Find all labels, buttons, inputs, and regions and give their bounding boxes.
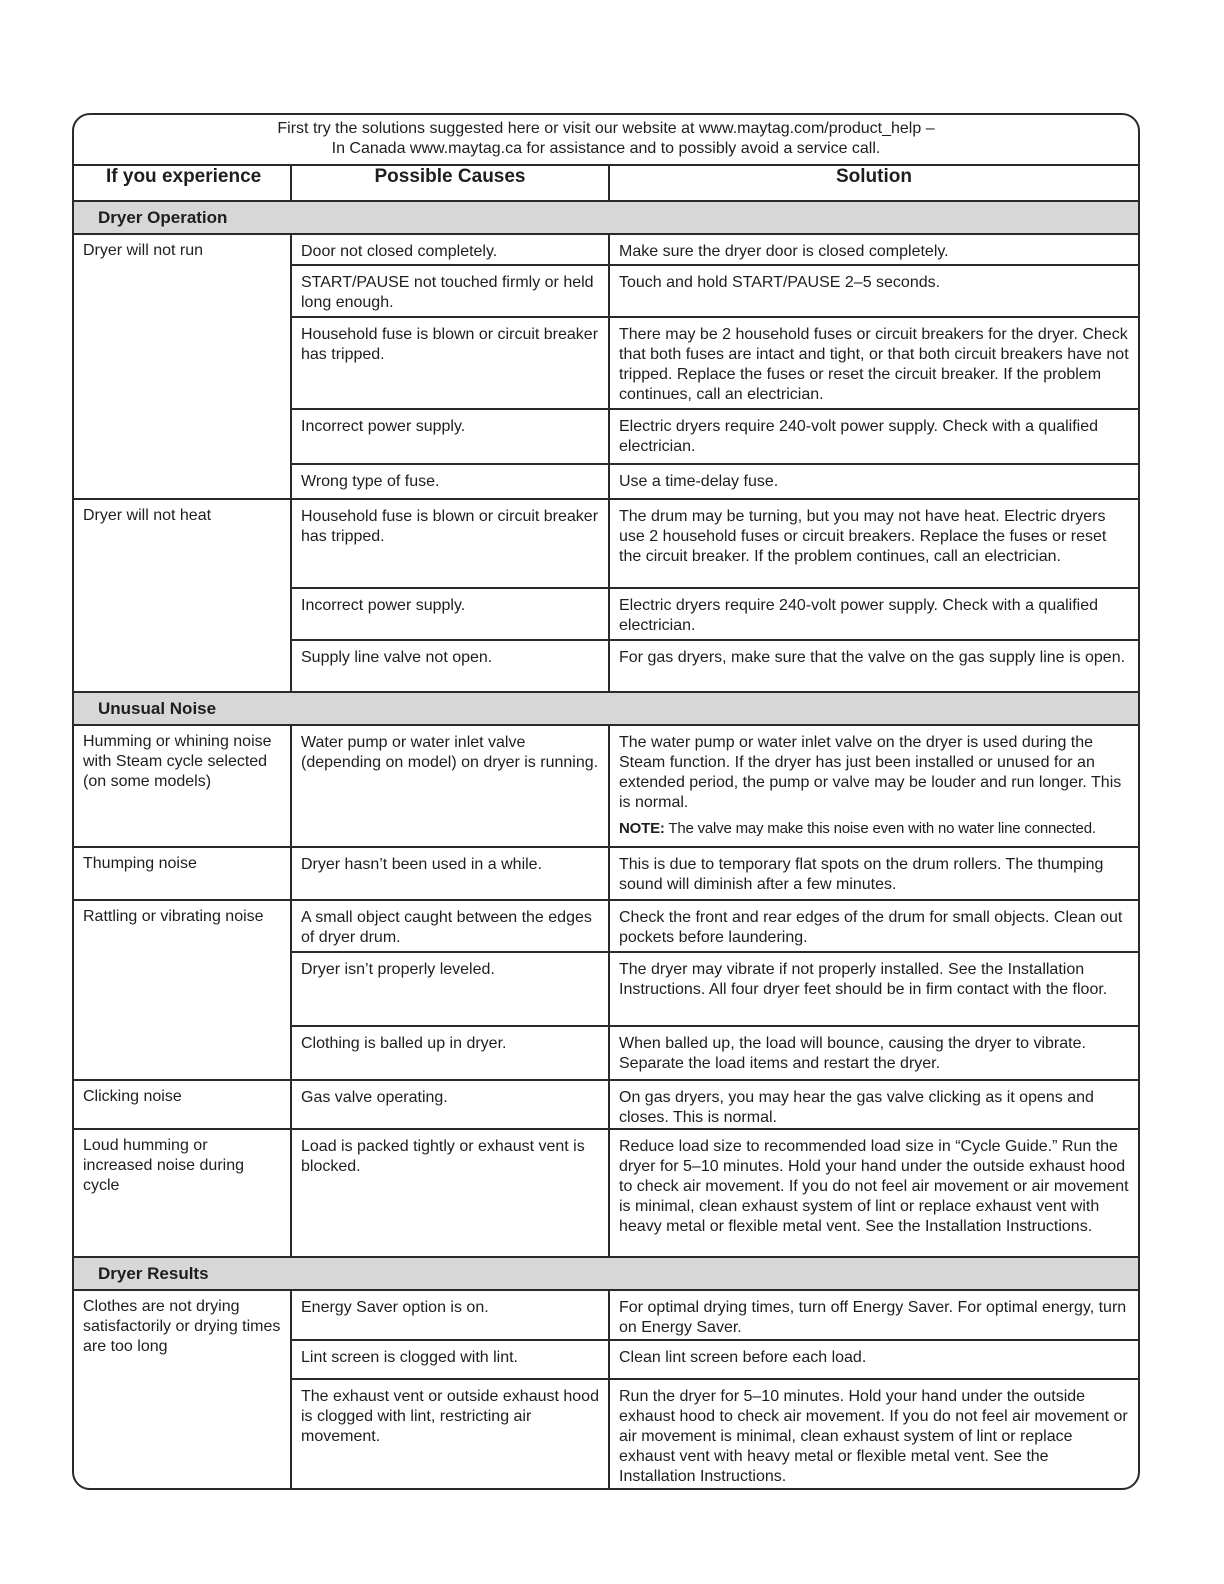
solution-cell [609,588,1138,640]
experience-cell: Thumping noise [74,847,291,900]
solution-cell [609,1290,1138,1340]
cause-cell: Incorrect power supply. [291,409,609,464]
cause-cell: Clothing is balled up in dryer. [291,1026,609,1080]
solution-cell [609,1080,1138,1129]
solution-text: There may be 2 household fuses or circuit breakers for the dryer. Check that both fuses are intact and tight, or that both circuit breakers have not tripped. Replace the fuses or reset the circuit breaker. If the problem continues, call an electrician. [619,326,1129,403]
solution-text: Run the dryer for 5–10 minutes. Hold your hand under the outside exhaust hood to check air movement. If you do not feel air movement or air movement is minimal, clean exhaust system of lint or replace exhaust vent with heavy metal or flexible metal vent. See the Installation Instructions. [619,1388,1128,1485]
solution-text: For gas dryers, make sure that the valve on the gas supply line is open. [619,649,1126,666]
solution-cell [609,409,1138,464]
table-row [74,847,1138,900]
solution-text: Use a time-delay fuse. [619,473,779,490]
solution-cell [609,640,1138,692]
cause-cell: Household fuse is blown or circuit breaker has tripped. [291,317,609,409]
cause-cell: Household fuse is blown or circuit breaker has tripped. [291,499,609,588]
solution-text: The water pump or water inlet valve on the dryer is used during the Steam function. If the dryer has just been installed or unused for an extended period, the pump or valve may be louder and run longer. This is normal. [619,734,1122,811]
note-label: NOTE: [619,820,665,837]
section-header-row [74,692,1138,725]
solution-cell [609,1379,1138,1490]
solution-cell [609,847,1138,900]
troubleshooting-table [74,115,1138,1490]
solution-text: The drum may be turning, but you may not have heat. Electric dryers use 2 household fuses or circuit breakers. Replace the fuses or reset the circuit breaker. If the problem continues, call an electrician. [619,508,1107,565]
solution-text: Electric dryers require 240-volt power supply. Check with a qualified electrician. [619,418,1099,455]
table-row [74,234,1138,265]
cause-cell: The exhaust vent or outside exhaust hood is clogged with lint, restricting air movement. [291,1379,609,1490]
experience-cell: Rattling or vibrating noise [74,900,291,1080]
table-row [74,1080,1138,1129]
solution-note [619,820,1129,838]
section-title: Dryer Operation [74,201,1138,234]
solution-text: Touch and hold START/PAUSE 2–5 seconds. [619,274,941,291]
cause-cell: Dryer isn’t properly leveled. [291,952,609,1026]
cause-cell: A small object caught between the edges of dryer drum. [291,900,609,952]
cause-cell: START/PAUSE not touched firmly or held long enough. [291,265,609,317]
cause-cell: Dryer hasn’t been used in a while. [291,847,609,900]
section-title: Unusual Noise [74,692,1138,725]
experience-cell: Clicking noise [74,1080,291,1129]
cause-cell: Lint screen is clogged with lint. [291,1340,609,1379]
solution-text: Reduce load size to recommended load size in “Cycle Guide.” Run the dryer for 5–10 minutes. Hold your hand under the outside exhaust hood to check air movement. If you do not feel air movement or air movement is minimal, clean exhaust system of lint or replace exhaust vent with heavy metal or flexible metal vent. See the Installation Instructions. [619,1138,1129,1235]
header-possible-causes: Possible Causes [291,165,609,201]
table-row [74,725,1138,847]
section-header-row [74,201,1138,234]
section-header-row [74,1257,1138,1290]
header-solution: Solution [609,165,1138,201]
cause-cell: Water pump or water inlet valve (depending on model) on dryer is running. [291,725,609,847]
table-row [74,499,1138,588]
cause-cell: Gas valve operating. [291,1080,609,1129]
cause-cell: Energy Saver option is on. [291,1290,609,1340]
header-experience: If you experience [74,165,291,201]
experience-cell: Clothes are not drying satisfactorily or drying times are too long [74,1290,291,1490]
experience-cell: Humming or whining noise with Steam cycle selected (on some models) [74,725,291,847]
table-row [74,900,1138,952]
cause-cell: Supply line valve not open. [291,640,609,692]
solution-text: Electric dryers require 240-volt power supply. Check with a qualified electrician. [619,597,1099,634]
solution-cell [609,499,1138,588]
cause-cell: Load is packed tightly or exhaust vent is blocked. [291,1129,609,1257]
solution-text: Check the front and rear edges of the drum for small objects. Clean out pockets before laundering. [619,909,1123,946]
cause-cell: Door not closed completely. [291,234,609,265]
solution-text: On gas dryers, you may hear the gas valve clicking as it opens and closes. This is normal. [619,1089,1094,1126]
experience-cell: Loud humming or increased noise during cycle [74,1129,291,1257]
table-row [74,1129,1138,1257]
solution-cell [609,900,1138,952]
solution-cell [609,1026,1138,1080]
solution-cell [609,1340,1138,1379]
note-text: The valve may make this noise even with no water line connected. [668,820,1096,837]
table-row [74,1290,1138,1340]
intro-text [74,115,1138,165]
solution-cell [609,265,1138,317]
solution-cell [609,725,1138,847]
solution-text: When balled up, the load will bounce, causing the dryer to vibrate. Separate the load items and restart the dryer. [619,1035,1086,1072]
troubleshooting-table-frame [72,113,1140,1490]
solution-text: The dryer may vibrate if not properly installed. See the Installation Instructions. All four dryer feet should be in firm contact with the floor. [619,961,1108,998]
intro-row [74,115,1138,165]
experience-cell: Dryer will not heat [74,499,291,692]
solution-text: For optimal drying times, turn off Energy Saver. For optimal energy, turn on Energy Saver. [619,1299,1127,1336]
solution-cell [609,234,1138,265]
section-title: Dryer Results [74,1257,1138,1290]
cause-cell: Wrong type of fuse. [291,464,609,499]
solution-text: Clean lint screen before each load. [619,1349,867,1366]
solution-text: Make sure the dryer door is closed completely. [619,243,949,260]
intro-line-2: In Canada www.maytag.ca for assistance and to possibly avoid a service call. [331,140,881,157]
experience-cell: Dryer will not run [74,234,291,499]
cause-cell: Incorrect power supply. [291,588,609,640]
solution-cell [609,952,1138,1026]
solution-cell [609,317,1138,409]
column-header-row [74,165,1138,201]
intro-line-1: First try the solutions suggested here or visit our website at www.maytag.com/product_help – [277,120,935,137]
solution-cell [609,464,1138,499]
solution-cell [609,1129,1138,1257]
solution-text: This is due to temporary flat spots on the drum rollers. The thumping sound will diminish after a few minutes. [619,856,1104,893]
